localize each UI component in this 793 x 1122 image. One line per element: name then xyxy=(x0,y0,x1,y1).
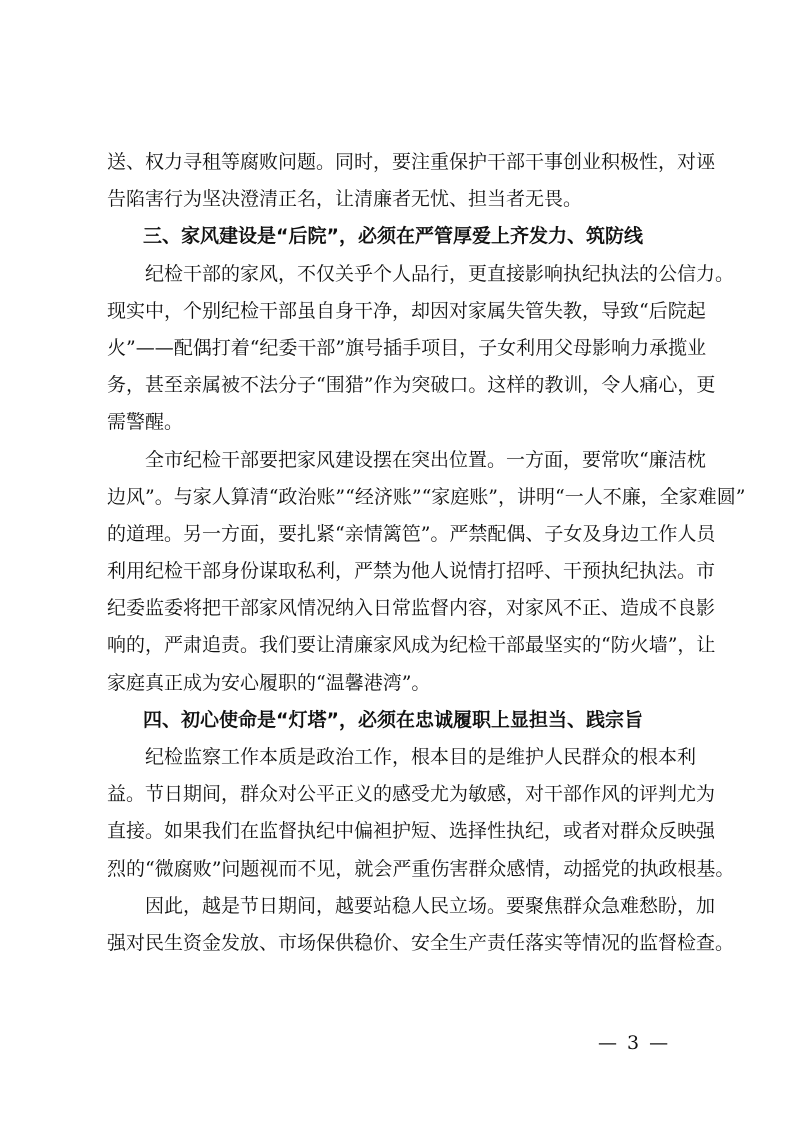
text-line: 家庭真正成为安心履职的“温馨港湾”。 xyxy=(107,671,431,694)
text-line: 烈的“微腐败”问题视而不见，就会严重伤害群众感情，动摇党的执政根基。 xyxy=(107,857,735,880)
document-body xyxy=(107,144,746,962)
section-heading xyxy=(107,702,693,739)
text-line: 利用纪检干部身份谋取私利，严禁为他人说情打招呼、干预执纪执法。市 xyxy=(107,560,716,583)
paragraph xyxy=(107,739,735,888)
text-line: 的道理。另一方面，要扎紧“亲情篱笆”。严禁配偶、子女及身边工作人员 xyxy=(107,522,716,545)
page-number: — 3 — xyxy=(598,1032,671,1054)
text-line: 纪检干部的家风，不仅关乎个人品行，更直接影响执纪执法的公信力。 xyxy=(145,262,735,285)
paragraph xyxy=(107,442,746,702)
text-line: 益。节日期间，群众对公平正义的感受尤为敏感，对干部作风的评判尤为 xyxy=(107,783,716,806)
text-line: 边风”。与家人算清“政治账”“经济账”“家庭账”，讲明“一人不廉，全家难圆” xyxy=(107,485,746,508)
paragraph xyxy=(107,256,735,442)
text-line: 火”——配偶打着“纪委干部”旗号插手项目，子女利用父母影响力承揽业 xyxy=(107,336,707,359)
paragraph xyxy=(107,888,735,962)
text-line: 四、初心使命是“灯塔”，必须在忠诚履职上显担当、践宗旨 xyxy=(143,708,643,731)
text-line: 纪检监察工作本质是政治工作，根本目的是维护人民群众的根本利 xyxy=(145,746,697,768)
text-line: 务，甚至亲属被不法分子“围猎”作为突破口。这样的教训，令人痛心，更 xyxy=(107,374,716,397)
text-line: 送、权力寻租等腐败问题。同时，要注重保护干部干事创业积极性，对诬 xyxy=(107,151,716,173)
text-line: 现实中，个别纪检干部虽自身干净，却因对家属失管失教，导致“后院起 xyxy=(107,299,706,322)
section-heading xyxy=(107,218,693,255)
text-line: 告陷害行为坚决澄清正名，让清廉者无忧、担当者无畏。 xyxy=(107,188,583,211)
text-line: 因此，越是节日期间，越要站稳人民立场。要聚焦群众急难愁盼，加 xyxy=(145,894,716,917)
paragraph xyxy=(107,144,716,218)
text-line: 直接。如果我们在监督执纪中偏袒护短、选择性执纪，或者对群众反映强 xyxy=(107,820,716,843)
text-line: 强对民生资金发放、市场保供稳价、安全生产责任落实等情况的监督检查。 xyxy=(107,931,735,954)
text-line: 三、家风建设是“后院”，必须在严管厚爱上齐发力、筑防线 xyxy=(143,225,643,248)
text-line: 纪委监委将把干部家风情况纳入日常监督内容，对家风不正、造成不良影 xyxy=(107,597,716,620)
text-line: 需警醒。 xyxy=(107,411,184,434)
text-line: 全市纪检干部要把家风建设摆在突出位置。一方面，要常吹“廉洁枕 xyxy=(145,448,706,471)
text-line: 响的，严肃追责。我们要让清廉家风成为纪检干部最坚实的“防火墙”，让 xyxy=(107,634,716,657)
